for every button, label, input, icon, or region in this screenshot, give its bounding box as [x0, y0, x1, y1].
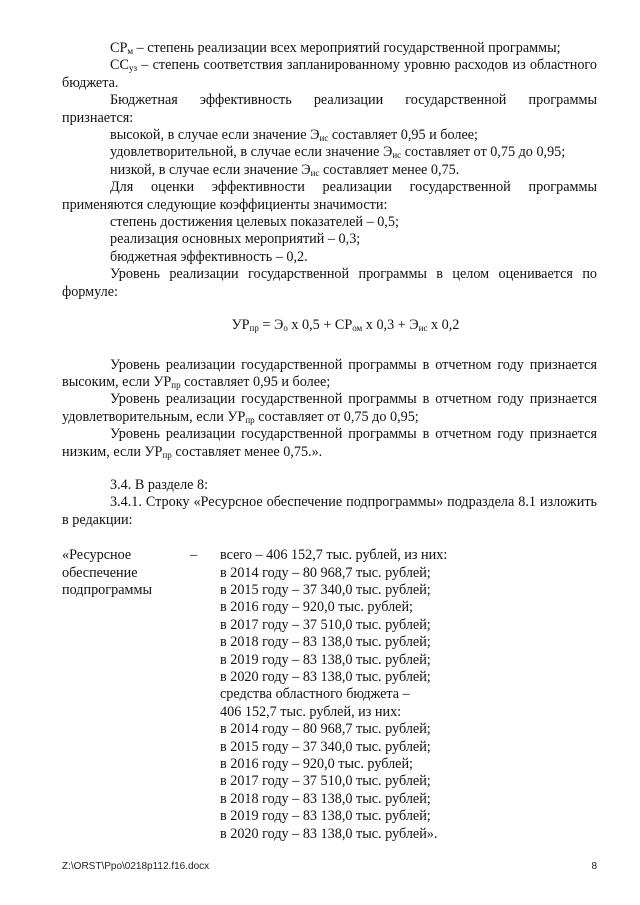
section-3-4: 3.4. В разделе 8: — [110, 476, 209, 493]
budget-satisfactory: удовлетворительной, в случае если значение $Э_{ис}$ составляет от 0,75 до 0,95; — [110, 144, 566, 161]
resource-line: в 2020 году – 83 138,0 тыс. рублей; — [220, 669, 431, 685]
coefficients-intro: Для оценки эффективности реализации государственной программы применяются следующие коэффициенты значимости: — [62, 179, 597, 213]
resource-line: в 2019 году – 83 138,0 тыс. рублей; — [220, 808, 431, 825]
resource-line: 406 152,7 тыс. рублей, из них: — [220, 703, 402, 720]
resource-dash: – — [190, 547, 198, 564]
result-high: Уровень реализации государственной программы в отчетном году признается высоким, если $УР_{пр}$ составляет 0,95 и более; — [62, 356, 597, 390]
page-number: 8 — [591, 861, 597, 872]
resource-line: в 2016 году – 920,0 тыс. рублей; — [220, 756, 413, 773]
resource-line: всего – 406 152,7 тыс. рублей, из них: — [220, 547, 448, 564]
resource-label-line: подпрограммы — [62, 581, 152, 598]
budget-low: низкой, в случае если значение $Э_{ис}$ составляет менее 0,75. — [110, 161, 460, 178]
resource-values — [220, 547, 597, 843]
result-satisfactory: Уровень реализации государственной программы в отчетном году признается удовлетворительным, если $УР_{пр}$ составляет от 0,75 до 0,95; — [62, 391, 597, 425]
resource-label-line: «Ресурсное — [62, 547, 132, 564]
resource-line: в 2015 году – 37 340,0 тыс. рублей; — [220, 738, 431, 755]
resource-line: в 2015 году – 37 340,0 тыс. рублей; — [220, 581, 431, 598]
budget-efficiency-intro: Бюджетная эффективность реализации государственной программы признается: — [62, 92, 597, 126]
resource-line: в 2017 году – 37 510,0 тыс. рублей; — [220, 616, 431, 633]
resource-line: средства областного бюджета – — [220, 686, 410, 703]
resource-line: в 2016 году – 920,0 тыс. рублей; — [220, 599, 413, 616]
resource-line: в 2019 году – 83 138,0 тыс. рублей; — [220, 651, 431, 668]
section-3-4-1: 3.4.1. Строку «Ресурсное обеспечение подпрограммы» подраздела 8.1 изложить в редакции: — [62, 494, 597, 528]
definition-sr-m: $СР_м$ – степень реализации всех мероприятий государственной программы; — [110, 40, 561, 56]
resource-line: в 2014 году – 80 968,7 тыс. рублей; — [220, 721, 431, 738]
resource-label — [62, 547, 190, 843]
resource-line: в 2014 году – 80 968,7 тыс. рублей; — [220, 564, 431, 581]
spacer — [62, 461, 597, 477]
coefficient-targets: степень достижения целевых показателей – 0,5; — [110, 214, 399, 231]
resource-line: в 2017 году – 37 510,0 тыс. рублей; — [220, 773, 431, 790]
level-formula: $УР_{пр} = Э_о$ х $0,5 + СР_{ом}$ х $0,3 + Э_{ис}$ х 0,2 — [231, 317, 460, 334]
level-formula-intro: Уровень реализации государственной программы в целом оценивается по формуле: — [62, 266, 597, 300]
resource-label-line: обеспечение — [62, 564, 138, 581]
resource-line: в 2020 году – 83 138,0 тыс. рублей». — [220, 825, 438, 842]
resource-line: в 2018 году – 83 138,0 тыс. рублей; — [220, 790, 431, 807]
coefficient-activities: реализация основных мероприятий – 0,3; — [110, 231, 361, 248]
page-footer — [62, 858, 597, 875]
file-path: Z:\ORST\Ppo\0218p112.f16.docx — [62, 861, 210, 872]
coefficient-budget: бюджетная эффективность – 0,2. — [110, 248, 308, 265]
resource-block — [62, 547, 597, 843]
document-page — [62, 40, 597, 843]
budget-high: высокой, в случае если значение $Э_{ис}$ составляет 0,95 и более; — [110, 127, 478, 144]
resource-line: в 2018 году – 83 138,0 тыс. рублей; — [220, 634, 431, 651]
definition-ss-uz: $СС_{уз}$ – степень соответствия запланированному уровню расходов из областного бюджета. — [62, 57, 597, 91]
result-low: Уровень реализации государственной программы в отчетном году признается низким, если $УР_{пр}$ составляет менее 0,75.». — [62, 426, 597, 460]
